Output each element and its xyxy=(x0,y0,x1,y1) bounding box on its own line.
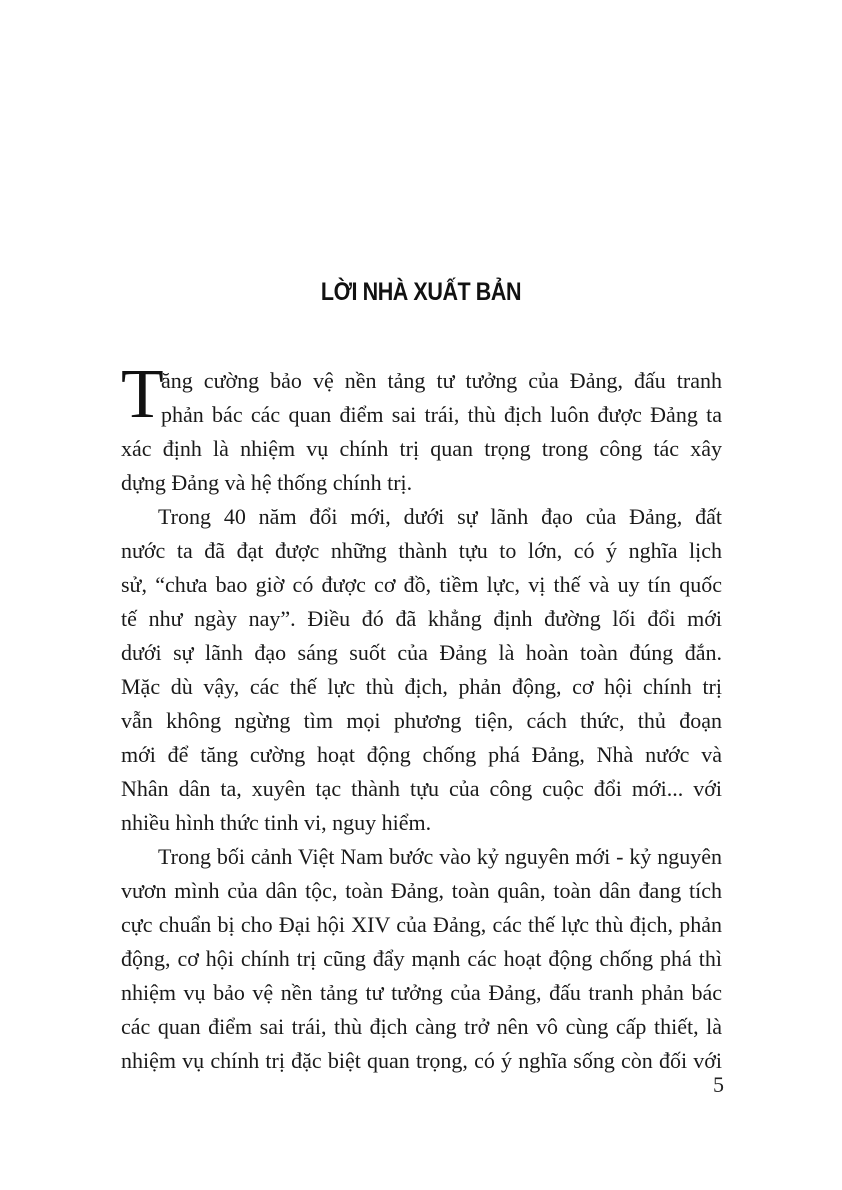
text-line: các quan điểm sai trái, thù địch càng trở nên vô cùng cấp thiết, là xyxy=(121,1014,722,1039)
text-line: xác định là nhiệm vụ chính trị quan trọng trong công tác xây xyxy=(121,436,722,461)
text-line: Trong bối cảnh Việt Nam bước vào kỷ nguyên mới - kỷ nguyên xyxy=(158,844,722,869)
text-line: ăng cường bảo vệ nền tảng tư tưởng của Đảng, đấu tranh xyxy=(161,368,722,393)
text-line: cực chuẩn bị cho Đại hội XIV của Đảng, các thế lực thù địch, phản xyxy=(121,912,722,937)
text-line: dưới sự lãnh đạo sáng suốt của Đảng là hoàn toàn đúng đắn. xyxy=(121,640,722,665)
text-line: mới để tăng cường hoạt động chống phá Đảng, Nhà nước và xyxy=(121,742,722,767)
text-line: Mặc dù vậy, các thế lực thù địch, phản động, cơ hội chính trị xyxy=(121,674,722,699)
text-line: động, cơ hội chính trị cũng đẩy mạnh các hoạt động chống phá thì xyxy=(121,946,722,971)
body-text xyxy=(121,364,722,1078)
text-line: Trong 40 năm đổi mới, dưới sự lãnh đạo của Đảng, đất xyxy=(158,504,722,529)
page-number: 5 xyxy=(713,1072,724,1097)
text-line: nhiệm vụ bảo vệ nền tảng tư tưởng của Đảng, đấu tranh phản bác xyxy=(121,980,722,1005)
text-line: vẫn không ngừng tìm mọi phương tiện, cách thức, thủ đoạn xyxy=(121,708,722,733)
drop-cap: T xyxy=(121,356,164,433)
text-line: vươn mình của dân tộc, toàn Đảng, toàn quân, toàn dân đang tích xyxy=(121,878,722,903)
text-line: nhiều hình thức tinh vi, nguy hiểm. xyxy=(121,810,432,835)
text-line: nước ta đã đạt được những thành tựu to lớn, có ý nghĩa lịch xyxy=(121,538,722,563)
text-line: phản bác các quan điểm sai trái, thù địch luôn được Đảng ta xyxy=(161,402,722,427)
text-line: sử, “chưa bao giờ có được cơ đồ, tiềm lực, vị thế và uy tín quốc xyxy=(121,572,722,597)
text-line: Nhân dân ta, xuyên tạc thành tựu của công cuộc đổi mới... với xyxy=(121,776,722,801)
text-line: tế như ngày nay”. Điều đó đã khẳng định đường lối đổi mới xyxy=(121,606,722,631)
text-line: dựng Đảng và hệ thống chính trị. xyxy=(121,470,413,495)
text-line: nhiệm vụ chính trị đặc biệt quan trọng, có ý nghĩa sống còn đối với xyxy=(121,1048,722,1073)
page-title: LỜI NHÀ XUẤT BẢN xyxy=(320,278,522,306)
